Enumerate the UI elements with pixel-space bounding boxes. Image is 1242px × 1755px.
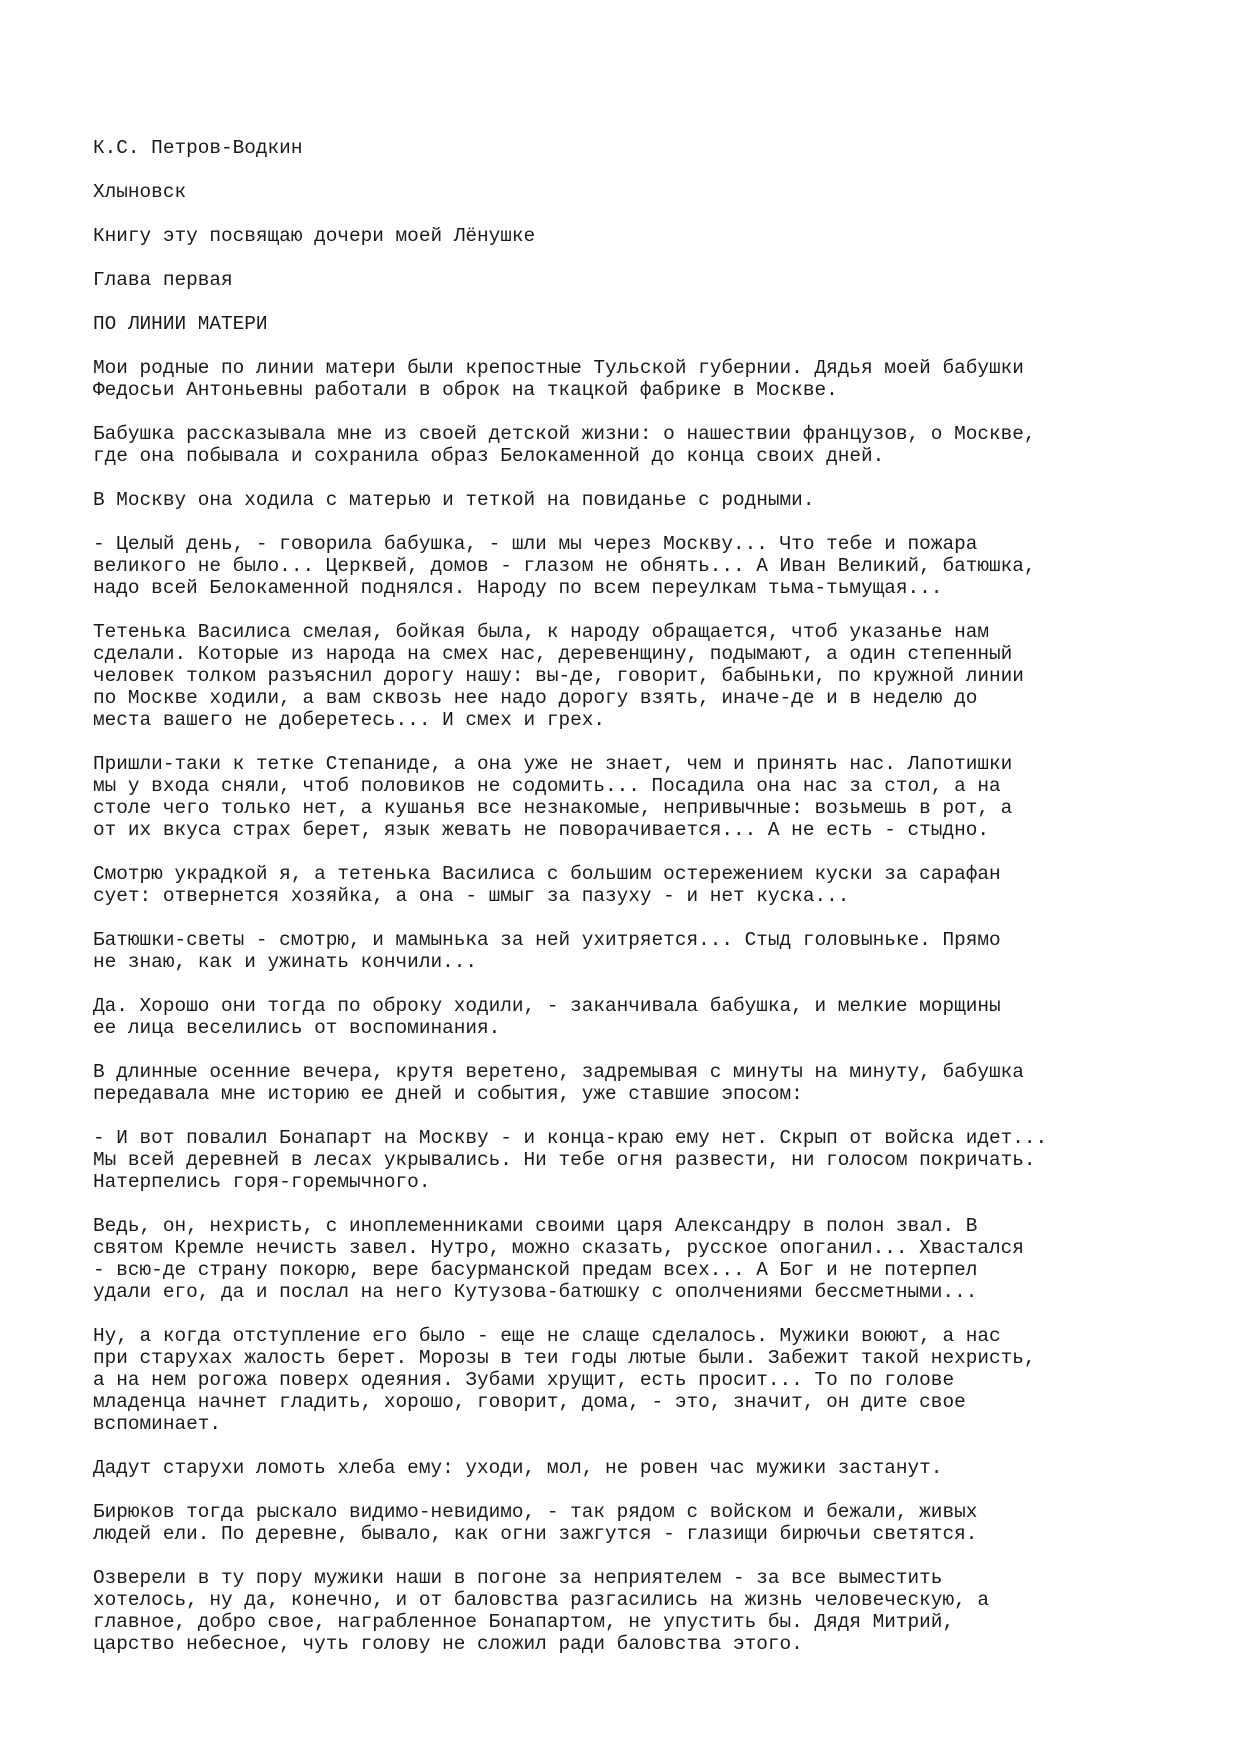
text-line: Мы всей деревней в лесах укрывались. Ни тебе огня развести, ни голосом покричать. bbox=[93, 1149, 1036, 1171]
text-line: вспоминает. bbox=[93, 1413, 221, 1435]
text-line: сует: отвернется хозяйка, а она - шмыг за пазуху - и нет куска... bbox=[93, 885, 850, 907]
text-line: - всю-де страну покорю, вере басурманской предам всех... А Бог и не потерпел bbox=[93, 1259, 978, 1281]
paragraph bbox=[93, 863, 1203, 907]
paragraph bbox=[93, 357, 1203, 401]
text-line: от их вкуса страх берет, язык жевать не поворачивается... А не есть - стыдно. bbox=[93, 819, 989, 841]
text-line: Дадут старухи ломоть хлеба ему: уходи, мол, не ровен час мужики застанут. bbox=[93, 1457, 943, 1479]
text-line: Бирюков тогда рыскало видимо-невидимо, - так рядом с войском и бежали, живых bbox=[93, 1501, 978, 1523]
text-line: Ну, а когда отступление его было - еще не слаще сделалось. Мужики воюют, а нас bbox=[93, 1325, 1001, 1347]
text-line: сделали. Которые из народа на смех нас, деревенщину, подымают, а один степенный bbox=[93, 643, 1013, 665]
text-line: главное, добро свое, награбленное Бонапартом, не упустить бы. Дядя Митрий, bbox=[93, 1611, 955, 1633]
paragraph bbox=[93, 1127, 1203, 1193]
text-line: Да. Хорошо они тогда по оброку ходили, - заканчивала бабушка, и мелкие морщины bbox=[93, 995, 1001, 1017]
text-line: надо всей Белокаменной поднялся. Народу по всем переулкам тьма-тьмущая... bbox=[93, 577, 943, 599]
paragraph bbox=[93, 1457, 1203, 1479]
text-line: младенца начнет гладить, хорошо, говорит, дома, - это, значит, он дите свое bbox=[93, 1391, 966, 1413]
text-line: человек толком разъяснил дорогу нашу: вы-де, говорит, бабыньки, по кружной линии bbox=[93, 665, 1024, 687]
text-line: при старухах жалость берет. Морозы в теи годы лютые были. Забежит такой нехристь, bbox=[93, 1347, 1036, 1369]
paragraph bbox=[93, 1061, 1203, 1105]
paragraph bbox=[93, 1501, 1203, 1545]
text-line: Натерпелись горя-горемычного. bbox=[93, 1171, 431, 1193]
text-line: Федосьи Антоньевны работали в оброк на ткацкой фабрике в Москве. bbox=[93, 379, 838, 401]
paragraph bbox=[93, 533, 1203, 599]
chapter-heading: Глава первая bbox=[93, 269, 233, 291]
text-line: царство небесное, чуть голову не сложил ради баловства этого. bbox=[93, 1633, 803, 1655]
text-line: людей ели. По деревне, бывало, как огни зажгутся - глазищи бирючьи светятся. bbox=[93, 1523, 978, 1545]
text-line: Бабушка рассказывала мне из своей детской жизни: о нашествии французов, о Москве, bbox=[93, 423, 1036, 445]
paragraph bbox=[93, 1567, 1203, 1655]
text-line: великого не было... Церквей, домов - глазом не обнять... А Иван Великий, батюшка, bbox=[93, 555, 1036, 577]
text-line: Смотрю украдкой я, а тетенька Василиса с большим остережением куски за сарафан bbox=[93, 863, 1001, 885]
paragraph bbox=[93, 929, 1203, 973]
document-text bbox=[93, 137, 1203, 1677]
text-line: передавала мне историю ее дней и события, уже ставшие эпосом: bbox=[93, 1083, 803, 1105]
text-line: В длинные осенние вечера, крутя веретено, задремывая с минуты на минуту, бабушка bbox=[93, 1061, 1024, 1083]
text-line: столе чего только нет, а кушанья все незнакомые, непривычные: возьмешь в рот, а bbox=[93, 797, 1013, 819]
paragraph bbox=[93, 1215, 1203, 1303]
paragraph bbox=[93, 753, 1203, 841]
text-line: по Москве ходили, а вам сквозь нее надо дорогу взять, иначе-де и в неделю до bbox=[93, 687, 978, 709]
paragraph bbox=[93, 1325, 1203, 1435]
author-line: К.С. Петров-Водкин bbox=[93, 137, 303, 159]
text-line: Батюшки-светы - смотрю, и мамынька за ней ухитряется... Стыд головыньке. Прямо bbox=[93, 929, 1001, 951]
text-line: не знаю, как и ужинать кончили... bbox=[93, 951, 477, 973]
text-line: Ведь, он, нехристь, с иноплеменниками своими царя Александру в полон звал. В bbox=[93, 1215, 978, 1237]
text-line: Озверели в ту пору мужики наши в погоне за неприятелем - за все выместить bbox=[93, 1567, 943, 1589]
text-line: мы у входа сняли, чтоб половиков не содомить... Посадила она нас за стол, а на bbox=[93, 775, 1001, 797]
paragraph bbox=[93, 489, 1203, 511]
body-paragraphs bbox=[93, 357, 1203, 1655]
text-line: удали его, да и послал на него Кутузова-батюшку с ополчениями бессметными... bbox=[93, 1281, 978, 1303]
section-heading: ПО ЛИНИИ МАТЕРИ bbox=[93, 313, 268, 335]
text-line: святом Кремле нечисть завел. Нутро, можно сказать, русское опоганил... Хвастался bbox=[93, 1237, 1024, 1259]
text-line: - Целый день, - говорила бабушка, - шли мы через Москву... Что тебе и пожара bbox=[93, 533, 978, 555]
paragraph bbox=[93, 621, 1203, 731]
book-title: Хлыновск bbox=[93, 181, 187, 203]
text-line: ее лица веселились от воспоминания. bbox=[93, 1017, 501, 1039]
text-line: хотелось, ну да, конечно, и от баловства разгасились на жизнь человеческую, а bbox=[93, 1589, 989, 1611]
text-line: Тетенька Василиса смелая, бойкая была, к народу обращается, чтоб указанье нам bbox=[93, 621, 989, 643]
text-line: Мои родные по линии матери были крепостные Тульской губернии. Дядья моей бабушки bbox=[93, 357, 1024, 379]
text-line: места вашего не доберетесь... И смех и грех. bbox=[93, 709, 605, 731]
text-line: где она побывала и сохранила образ Белокаменной до конца своих дней. bbox=[93, 445, 885, 467]
text-line: Пришли-таки к тетке Степаниде, а она уже не знает, чем и принять нас. Лапотишки bbox=[93, 753, 1013, 775]
paragraph bbox=[93, 995, 1203, 1039]
dedication-line: Книгу эту посвящаю дочери моей Лёнушке bbox=[93, 225, 536, 247]
text-line: а на нем рогожа поверх одеяния. Зубами хрущит, есть просит... То по голове bbox=[93, 1369, 955, 1391]
paragraph bbox=[93, 423, 1203, 467]
text-line: В Москву она ходила с матерью и теткой на повиданье с родными. bbox=[93, 489, 815, 511]
text-line: - И вот повалил Бонапарт на Москву - и конца-краю ему нет. Скрып от войска идет... bbox=[93, 1127, 1048, 1149]
